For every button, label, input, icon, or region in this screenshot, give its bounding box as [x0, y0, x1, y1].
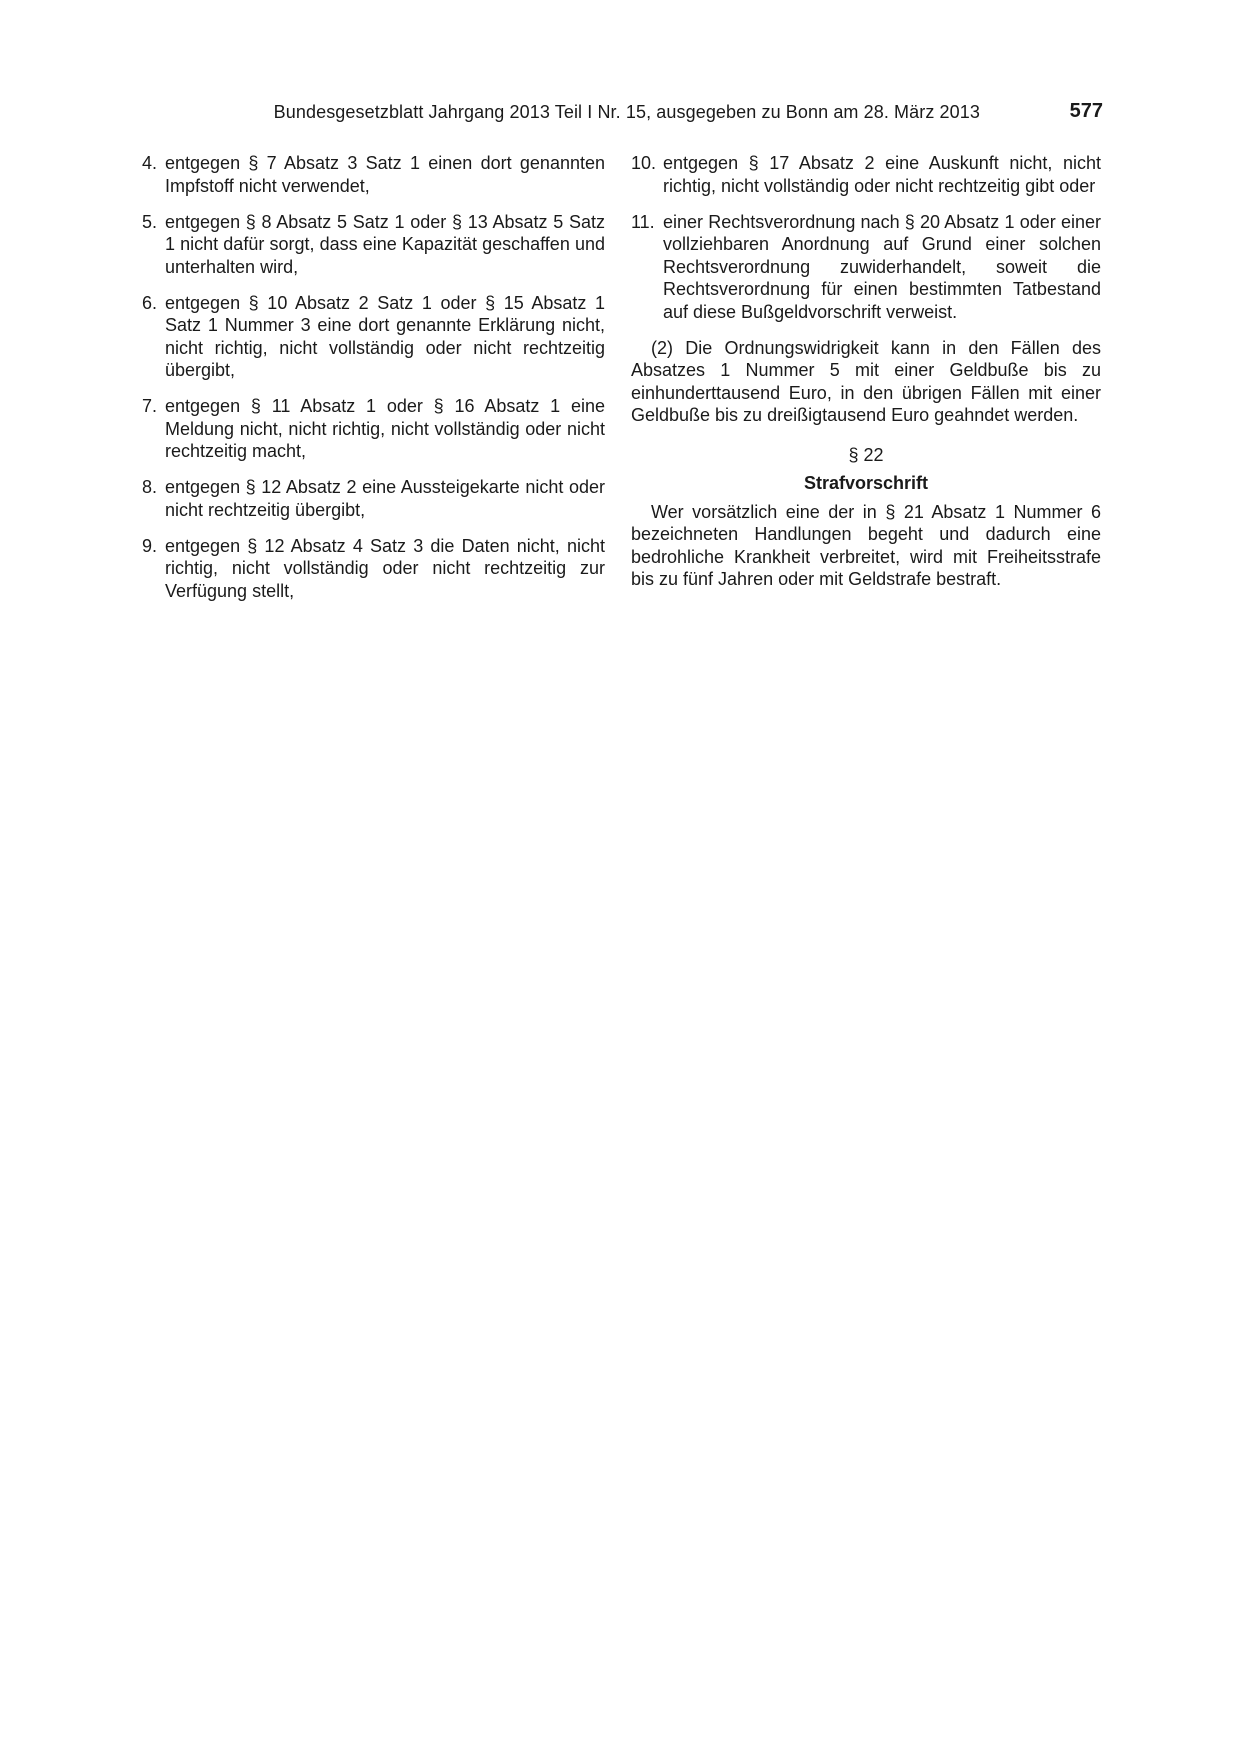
right-column [631, 152, 1101, 608]
list-item [142, 211, 605, 279]
item-text: entgegen § 12 Absatz 4 Satz 3 die Daten nicht, nicht richtig, nicht vollständig oder nicht rechtzeitig zur Verfügung stellt, [165, 535, 605, 601]
item-text: entgegen § 10 Absatz 2 Satz 1 oder § 15 Absatz 1 Satz 1 Nummer 3 eine dort genannte Erklärung nicht, nicht richtig, nicht vollständig oder nicht rechtzeitig übergibt, [165, 292, 605, 380]
item-text: entgegen § 12 Absatz 2 eine Aussteigekarte nicht oder nicht rechtzeitig übergibt, [165, 477, 605, 520]
item-text: entgegen § 17 Absatz 2 eine Auskunft nicht, nicht richtig, nicht vollständig oder nicht rechtzeitig gibt oder [663, 153, 1101, 196]
list-item [142, 476, 605, 521]
list-item [142, 292, 605, 382]
list-item [142, 152, 605, 197]
item-number: 5. [142, 211, 158, 232]
page-header [142, 100, 1103, 126]
item-text: einer Rechtsverordnung nach § 20 Absatz 1 oder einer vollziehbaren Anordnung auf Grund einer solchen Rechtsverordnung zuwiderhandelt, soweit die Rechtsverordnung für einen bestimmten Tatbestand auf diese Bußgeldvorschrift verweist. [663, 211, 1101, 322]
section-text: Wer vorsätzlich eine der in § 21 Absatz 1 Nummer 6 bezeichneten Handlungen begeht und dadurch eine bedrohliche Krankheit verbreitet, wird mit Freiheitsstrafe bis zu fünf Jahren oder mit Geldstrafe bestraft. [631, 501, 1101, 589]
item-text: entgegen § 7 Absatz 3 Satz 1 einen dort genannten Impfstoff nicht verwendet, [165, 153, 605, 196]
item-text: entgegen § 8 Absatz 5 Satz 1 oder § 13 Absatz 5 Satz 1 nicht dafür sorgt, dass eine Kapazität geschaffen und unterhalten wird, [165, 211, 605, 277]
item-number: 9. [142, 535, 158, 556]
list-item [631, 211, 1101, 324]
item-number: 4. [142, 153, 158, 173]
running-title: Bundesgesetzblatt Jahrgang 2013 Teil I Nr. 15, ausgegeben zu Bonn am 28. März 2013 [273, 102, 980, 122]
page-number: 577 [1069, 100, 1103, 122]
section-number: § 22 [848, 444, 884, 465]
list-item [631, 152, 1101, 197]
section-title: Strafvorschrift [803, 473, 929, 493]
item-number: 8. [142, 477, 158, 497]
item-number: 11. [631, 211, 655, 232]
paragraph-2: (2) Die Ordnungswidrigkeit kann in den Fällen des Absatzes 1 Nummer 5 mit einer Geldbuße bis zu einhunderttausend Euro, in den übrigen Fällen mit einer Geldbuße bis zu dreißigtausend Euro geahndet werden. [631, 337, 1101, 425]
item-number: 7. [142, 396, 158, 416]
list-item [142, 395, 605, 463]
list-item [142, 535, 605, 603]
item-number: 10. [631, 153, 657, 173]
item-number: 6. [142, 292, 158, 313]
item-text: entgegen § 11 Absatz 1 oder § 16 Absatz 1 eine Meldung nicht, nicht richtig, nicht vollständig oder nicht rechtzeitig macht, [165, 396, 605, 461]
left-column [142, 152, 605, 616]
